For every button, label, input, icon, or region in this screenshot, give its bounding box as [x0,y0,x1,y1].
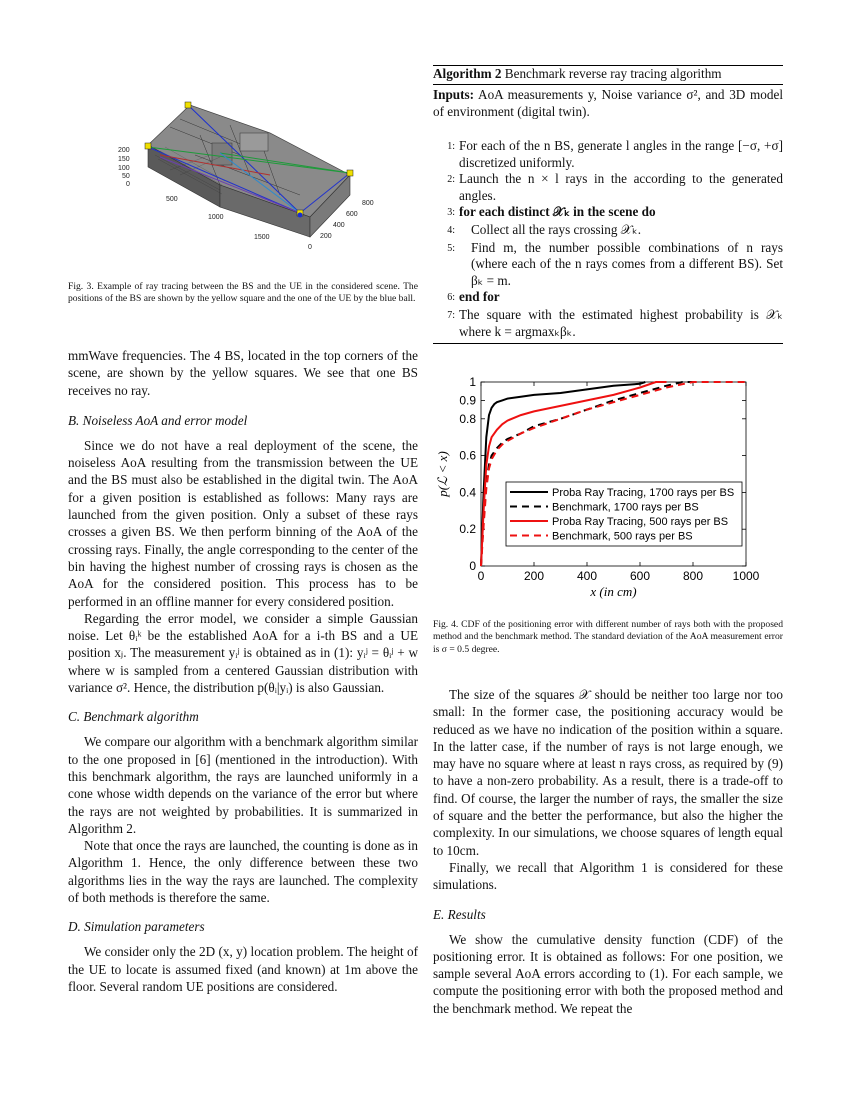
algorithm-step [433,171,783,204]
paragraph: Since we do not have a real deployment of the scene, the noiseless AoA resulting from the transmission between the UE and the BS must also be established in the digital twin. The AoA for a given position is established as follows: Many rays are launched from the given position. Only a subset of these rays crosses a given BS. We then perform binning of the AoA of the crossing rays. Finally, the angle corresponding to the center of the bin having the highest number of crossing rays is chosen as the AoA for the considered position. This process has to be performed in an offline manner for every considered position. [68,437,418,609]
x-tick: 1000 [208,214,224,221]
step-text: Find m, the number possible combinations of n rays (where each of the n rays comes from a different BS). Set βₖ = m. [471,239,783,288]
step-text: Collect all the rays crossing 𝒳ₖ. [471,221,642,237]
y-axis-label: p(ℒ < x) [435,451,450,497]
z-tick: 50 [122,173,130,180]
y-tick-label: 1 [469,375,476,389]
legend-entry: Proba Ray Tracing, 500 rays per BS [552,516,729,528]
z-tick: 100 [118,165,130,172]
x-axis-label: x (in cm) [590,584,637,599]
x-tick-label: 600 [629,569,651,583]
section-heading-e: E. Results [433,906,486,922]
legend-entry: Benchmark, 1700 rays per BS [552,501,699,514]
step-text: For each of the n BS, generate l angles in the range [−σ, +σ] discretized uniformly. [459,138,783,170]
legend-entry: Proba Ray Tracing, 1700 rays per BS [552,487,735,499]
step-number: 1: [447,141,455,152]
step-number: 3: [447,207,455,219]
y-tick-label: 0.9 [459,393,476,408]
section-heading-c: C. Benchmark algorithm [68,709,199,725]
algorithm-bottom-rule [433,343,783,344]
y-tick: 200 [320,233,332,240]
x-tick-label: 200 [523,569,545,583]
y-tick: 0 [308,244,312,251]
x-tick-label: 0 [477,569,485,583]
algorithm-step [433,307,783,340]
algorithm-step [433,204,783,222]
step-number: 6: [447,292,455,304]
y-tick: 600 [346,211,358,218]
step-number: 4: [447,224,455,236]
step-text: end for [459,289,500,305]
step-text: The square with the estimated highest probability is 𝒳ₖ where k = argmaxₖβₖ. [459,306,783,339]
step-number: 2: [447,174,455,186]
step-text: for each distinct 𝒳ₖ in the scene do [459,204,656,220]
y-tick-label: 0.6 [459,448,476,463]
algorithm-step [433,240,783,290]
paragraph: We compare our algorithm with a benchmark algorithm similar to the one proposed in [6] (mentioned in the introduction). With this benchmark algorithm, the rays are launched uniformly in a cone whose width depends on the variance of the error but where the rays are not weighted by probabilities. It is summarized in Algorithm 2. [68,734,418,836]
x-tick: 500 [166,196,178,203]
cdf-chart [433,370,783,610]
algorithm-step [433,222,783,240]
paragraph: We consider only the 2D (x, y) location problem. The height of the UE to locate is assumed fixed (and known) at 1m above the floor. Several random UE positions are considered. [68,944,418,994]
x-tick-label: 1000 [732,569,760,583]
paragraph: mmWave frequencies. The 4 BS, located in the top corners of the scene, are shown by the yellow squares. We see that one BS receives no ray. [68,348,418,398]
section-heading-b: B. Noiseless AoA and error model [68,412,248,428]
y-tick-label: 0.8 [459,411,476,426]
y-tick-label: 0.2 [459,522,476,537]
step-number: 5: [447,242,455,254]
algorithm-title [433,66,783,82]
x-tick-label: 400 [576,569,598,583]
paragraph: The size of the squares 𝒳 should be neither too large nor too small: In the former case, the positioning accuracy would be reduced as we have no indication of the position within a square. In the latter case, if the number of rays is not large enough, we may have no square where at least n rays cross, as required by (9) to have a non-zero probability. As a result, there is a trade-off to find. Of course, the larger the number of rays, the smaller the size of square and the better the performance, but also the higher the complexity. In our simulations, we choose squares of length equal to 10cm. [433,687,783,858]
y-tick: 800 [362,200,374,207]
paragraph: Finally, we recall that Algorithm 1 is considered for these simulations. [433,859,783,893]
y-tick-label: 0 [469,559,476,573]
step-text: Launch the n × l rays in the according to the generated angles. [459,171,783,203]
algorithm-step [433,138,783,171]
z-tick: 150 [118,156,130,163]
figure-3 [100,95,400,255]
figure-4 [433,370,783,610]
paragraph: Note that once the rays are launched, the counting is done as in Algorithm 1. Hence, the only difference between these two algorithms lies in the way the rays are launched. The complexity of both methods is therefore the same. [68,838,418,906]
figure-3-caption: Fig. 3. Example of ray tracing between the BS and the UE in the considered scene. The positions of the BS are shown by the yellow square and the one of the UE by the blue ball. [68,281,418,305]
algorithm-step [433,289,783,307]
algorithm-steps [433,138,783,340]
inputs-label: Inputs: [433,87,475,102]
paragraph: Regarding the error model, we consider a simple Gaussian noise. Let θᵢᵏ be the established AoA for a i-th BS and a UE position xⱼ. The measurement yᵢʲ is obtained as in (1): yᵢʲ = θᵢʲ + w where w is sampled from a centered Gaussian distribution with variance σ². Hence, the distribution p(θᵢ|yᵢ) is also Gaussian. [68,610,418,696]
z-tick: 200 [118,147,130,154]
step-number: 7: [447,309,455,321]
z-tick: 0 [126,181,130,188]
section-heading-d: D. Simulation parameters [68,919,205,935]
ray-tracing-scene-image [100,95,400,255]
figure-4-caption: Fig. 4. CDF of the positioning error with different number of rays both with the proposed method and the benchmark method. The standard deviation of the AoA measurement error is σ = 0.5 degree. [433,619,783,655]
algorithm-label: Algorithm 2 [433,66,502,81]
algorithm-inputs [433,86,783,120]
y-tick: 400 [333,222,345,229]
algorithm-mid-rule [433,84,783,85]
x-tick: 1500 [254,234,270,241]
y-tick-label: 0.4 [459,485,476,500]
algorithm-name: Benchmark reverse ray tracing algorithm [501,66,722,81]
legend-entry: Benchmark, 500 rays per BS [552,530,693,543]
inputs-text: AoA measurements y, Noise variance σ², and 3D model of environment (digital twin). [433,87,783,119]
x-tick-label: 800 [682,569,704,583]
paragraph: We show the cumulative density function (CDF) of the positioning error. It is obtained as follows: For one position, we sample several AoA errors according to (1). For each sample, we compute the positioning error with both the proposed method and the benchmark method. We repeat the [433,931,783,1016]
